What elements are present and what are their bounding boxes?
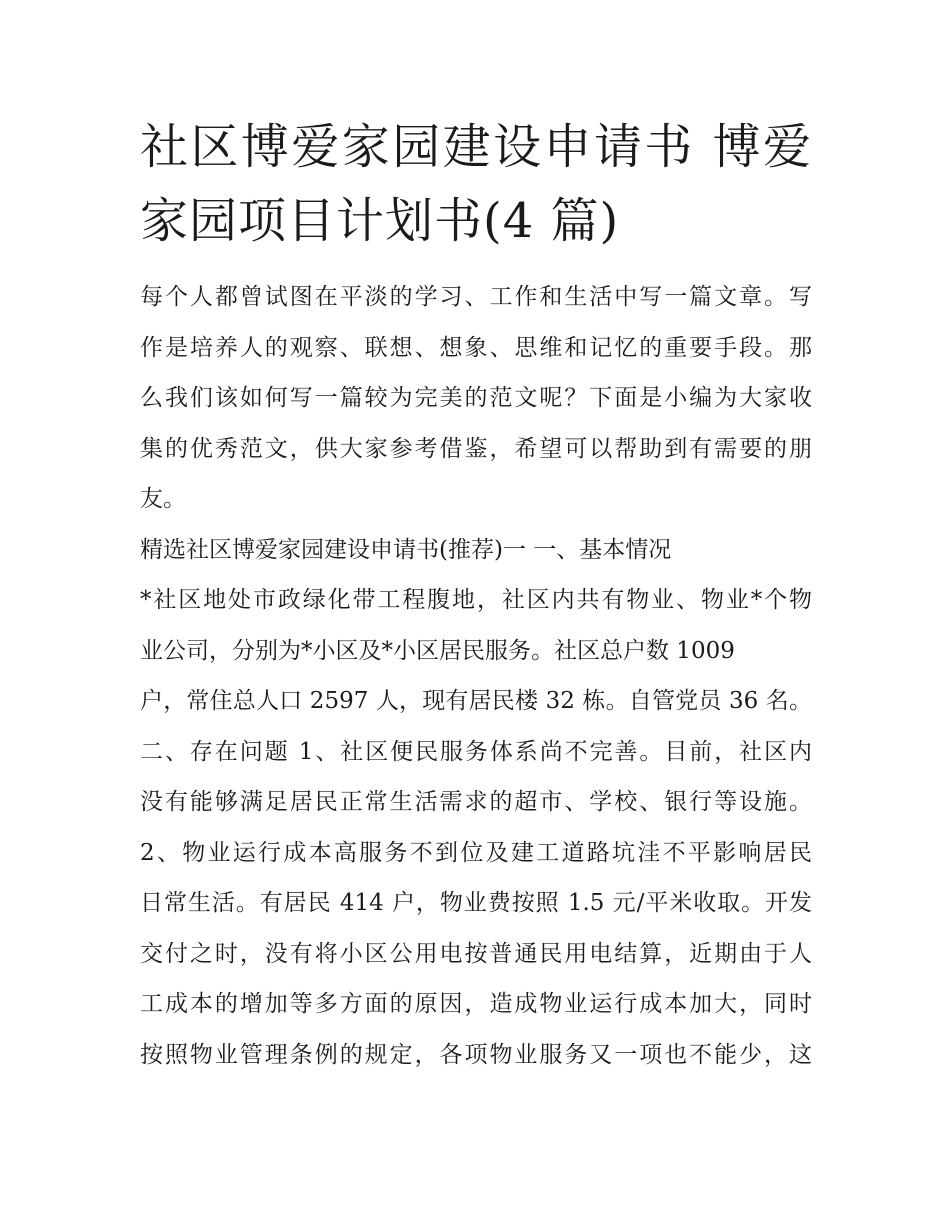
- body-line: 作是培养人的观察、联想、想象、思维和记忆的重要手段。那: [140, 334, 812, 361]
- document-title: [140, 110, 812, 258]
- body-line: 业公司，分别为*小区及*小区居民服务。社区总户数 1009: [140, 637, 735, 664]
- body-line: 二、存在问题 1、社区便民服务体系尚不完善。目前，社区内: [140, 738, 812, 765]
- title-line: 社区博爱家园建设申请书 博爱: [140, 119, 812, 175]
- body-line: 没有能够满足居民正常生活需求的超市、学校、银行等设施。: [140, 789, 812, 815]
- body-line: 交付之时，没有将小区公用电按普通民用电结算，近期由于人: [140, 940, 812, 967]
- document-page: [140, 110, 812, 1080]
- body-text: [140, 272, 812, 1080]
- body-line: 精选社区博爱家园建设申请书(推荐)一 一、基本情况: [140, 536, 672, 563]
- body-line: 日常生活。有居民 414 户，物业费按照 1.5 元/平米收取。开发: [140, 890, 812, 916]
- body-line: *社区地处市政绿化带工程腹地，社区内共有物业、物业*个物: [140, 587, 812, 613]
- title-line: 家园项目计划书(4 篇): [140, 193, 620, 249]
- body-line: 友。: [140, 486, 186, 512]
- body-line: 么我们该如何写一篇较为完美的范文呢？下面是小编为大家收: [140, 385, 812, 411]
- body-line: 2、物业运行成本高服务不到位及建工道路坑洼不平影响居民: [140, 839, 812, 866]
- body-line: 按照物业管理条例的规定，各项物业服务又一项也不能少，这: [140, 1041, 812, 1068]
- body-line: 户，常住总人口 2597 人，现有居民楼 32 栋。自管党员 36 名。: [140, 688, 812, 714]
- body-line: 工成本的增加等多方面的原因，造成物业运行成本加大，同时: [140, 991, 812, 1017]
- body-line: 集的优秀范文，供大家参考借鉴，希望可以帮助到有需要的朋: [140, 435, 812, 462]
- body-line: 每个人都曾试图在平淡的学习、工作和生活中写一篇文章。写: [140, 284, 812, 310]
